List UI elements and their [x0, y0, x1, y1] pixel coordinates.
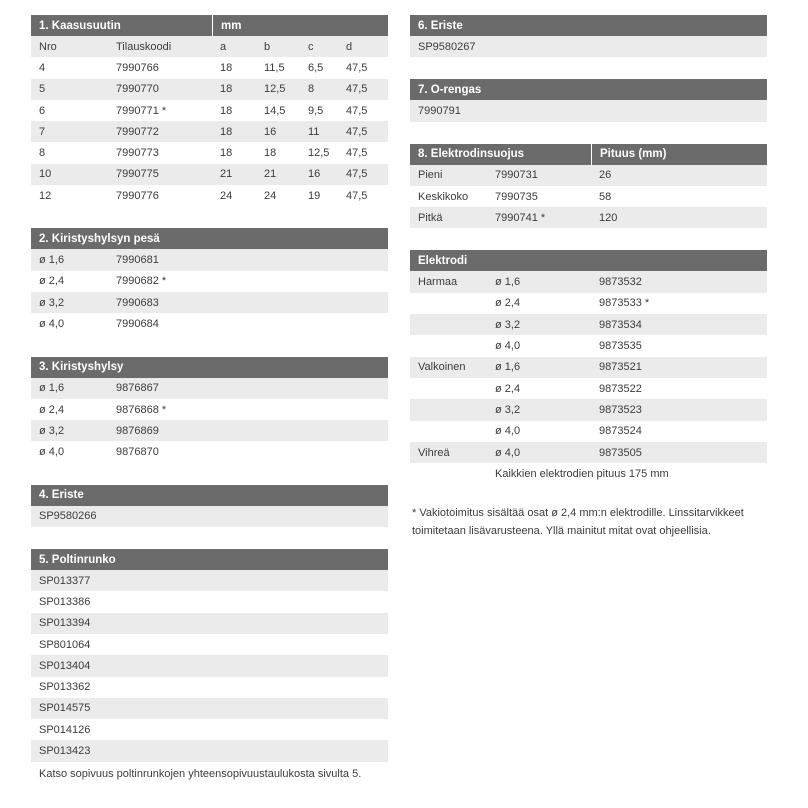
table-poltinrunko [31, 549, 388, 783]
table-kiristyshylsyn-pesa [31, 228, 388, 334]
table-cell: 47,5 [346, 125, 368, 138]
table-cell: ø 4,0 [39, 317, 65, 330]
table-row [410, 357, 767, 378]
column-header-row [31, 36, 388, 57]
table-cell: 21 [220, 168, 233, 181]
table-cell: 47,5 [346, 104, 368, 117]
table-row [31, 570, 388, 591]
table-elektrodi [410, 250, 767, 484]
table-cell: 9873505 [599, 446, 642, 459]
table-header [410, 144, 767, 165]
table-cell: 11,5 [264, 61, 285, 74]
table-row [31, 740, 388, 761]
table-cell: 7990766 [116, 61, 159, 74]
table-row [410, 100, 767, 121]
table-row [410, 314, 767, 335]
table-cell: 47,5 [346, 189, 368, 202]
table-cell: ø 2,4 [495, 297, 521, 310]
length-header: Pituus (mm) [591, 144, 767, 165]
table-cell: SP013377 [39, 574, 91, 587]
table-cell: 7990771 * [116, 104, 167, 117]
footnote: * Vakiotoimitus sisältää osat ø 2,4 mm:n elektrodille. Linssitarvikkeet toimitetaan lisävarusteena. Yllä mainitut mitat ovat ohjeellisia. [412, 507, 744, 538]
table-row [31, 399, 388, 420]
table-cell: 7990776 [116, 189, 159, 202]
table-cell: 7990683 [116, 296, 159, 309]
table-header [31, 228, 388, 249]
table-cell: ø 4,0 [39, 446, 65, 459]
table-cell: 7990681 [116, 254, 159, 267]
table-cell: 47,5 [346, 61, 368, 74]
table-cell: 47,5 [346, 83, 368, 96]
table-cell: ø 3,2 [495, 318, 521, 331]
table-cell: SP014575 [39, 702, 91, 715]
table-cell: 9873522 [599, 382, 642, 395]
table-header [31, 485, 388, 506]
table-eriste-4 [31, 485, 388, 527]
table-cell: SP013404 [39, 659, 91, 672]
table-cell: 14,5 [264, 104, 286, 117]
table-row [31, 613, 388, 634]
column-header: b [264, 40, 271, 53]
table-cell: 26 [599, 169, 612, 182]
table-cell: Kaikkien elektrodien pituus 175 mm [495, 467, 669, 480]
table-cell: ø 4,0 [495, 446, 521, 459]
table-row [31, 100, 388, 121]
table-cell: 18 [220, 125, 233, 138]
table-row [410, 271, 767, 292]
table-cell: 7990684 [116, 317, 159, 330]
column-header: c [308, 40, 314, 53]
table-cell: 11 [308, 125, 320, 138]
table-row [31, 634, 388, 655]
table-kaasusuutin [31, 15, 388, 206]
table-row [31, 79, 388, 100]
left-column [31, 15, 388, 783]
table-cell: 12,5 [308, 147, 330, 160]
table-cell: 16 [308, 168, 321, 181]
table-cell: 9876867 [116, 382, 159, 395]
table-row [31, 57, 388, 78]
table-header [31, 549, 388, 570]
table-cell: ø 2,4 [495, 382, 521, 395]
table-row [31, 292, 388, 313]
table-cell: 9873535 [599, 340, 642, 353]
table-row [31, 164, 388, 185]
table-row [31, 121, 388, 142]
table-header [410, 250, 767, 271]
table-row [31, 420, 388, 441]
table-cell: Keskikoko [418, 190, 469, 203]
table-cell: 7990731 [495, 169, 538, 182]
table-row [31, 677, 388, 698]
table-cell: 8 [308, 83, 315, 96]
table-row [31, 185, 388, 206]
table-cell: ø 2,4 [39, 275, 65, 288]
table-cell: Harmaa [418, 276, 458, 289]
table-header [410, 15, 767, 36]
table-row [31, 249, 388, 270]
table-row [31, 142, 388, 163]
table-row [31, 313, 388, 334]
table-cell: 58 [599, 190, 612, 203]
table-row [31, 591, 388, 612]
table-row [31, 698, 388, 719]
table-cell: 8 [39, 147, 46, 160]
table-cell: ø 1,6 [39, 382, 65, 395]
table-cell: 18 [220, 61, 233, 74]
table-cell: 9876870 [116, 446, 159, 459]
table-cell: Pieni [418, 169, 443, 182]
table-cell: 16 [264, 125, 277, 138]
table-cell: 7990682 * [116, 275, 167, 288]
table-cell: 18 [220, 83, 233, 96]
table-cell: ø 1,6 [495, 276, 521, 289]
column-header: a [220, 40, 227, 53]
table-title: 5. Poltinrunko [39, 553, 116, 566]
table-row [31, 271, 388, 292]
table-cell: ø 1,6 [39, 254, 65, 267]
table-row [410, 335, 767, 356]
table-cell: Vihreä [418, 446, 450, 459]
table-row [410, 378, 767, 399]
table-row [31, 506, 388, 527]
column-header: d [346, 40, 353, 53]
table-kiristyshylsy [31, 357, 388, 463]
table-cell: 9,5 [308, 104, 324, 117]
table-title: 6. Eriste [418, 19, 463, 32]
table-cell: SP014126 [39, 723, 91, 736]
table-title: Elektrodi [418, 254, 468, 267]
table-cell: 9873524 [599, 425, 642, 438]
column-header: Tilauskoodi [116, 40, 172, 53]
table-cell: 7990773 [116, 147, 159, 160]
table-cell: 5 [39, 83, 46, 96]
table-eriste-6 [410, 15, 767, 57]
table-row [410, 36, 767, 57]
table-cell: SP013423 [39, 745, 91, 758]
table-cell: 9873523 [599, 403, 642, 416]
table-cell: 120 [599, 211, 618, 224]
table-row [410, 442, 767, 463]
table-row [410, 207, 767, 228]
table-row [410, 186, 767, 207]
table-cell: 9873534 [599, 318, 642, 331]
table-title: 3. Kiristyshylsy [39, 361, 124, 374]
table-cell: 7990770 [116, 83, 159, 96]
table-cell: 19 [308, 189, 321, 202]
table-cell: 7990775 [116, 168, 159, 181]
table-cell: 6 [39, 104, 46, 117]
table-cell: 24 [264, 189, 277, 202]
table-cell: 10 [39, 168, 52, 181]
table-cell: ø 2,4 [39, 403, 65, 416]
table-row [410, 399, 767, 420]
table-row [31, 719, 388, 740]
table-cell: Valkoinen [418, 361, 466, 374]
table-cell: ø 3,2 [495, 403, 521, 416]
table-cell: 47,5 [346, 147, 368, 160]
unit-label: mm [212, 15, 388, 36]
table-cell: ø 3,2 [39, 296, 65, 309]
table-cell: 4 [39, 61, 46, 74]
table-cell: 7990791 [418, 104, 461, 117]
table-row [410, 165, 767, 186]
poltinrunko-note: Katso sopivuus poltinrunkojen yhteensopivuustaulukosta sivulta 5. [39, 767, 362, 780]
table-title: 8. Elektrodinsuojus [418, 148, 525, 161]
table-cell: 9873532 [599, 276, 642, 289]
table-cell: SP013394 [39, 617, 91, 630]
table-cell: ø 3,2 [39, 424, 65, 437]
table-cell: 6,5 [308, 61, 324, 74]
right-column [410, 15, 767, 540]
table-cell: 7990772 [116, 125, 159, 138]
table-cell: SP013386 [39, 595, 91, 608]
table-cell: SP9580267 [418, 40, 476, 53]
table-row [410, 293, 767, 314]
table-header [410, 79, 767, 100]
table-header [31, 15, 388, 36]
table-cell: ø 4,0 [495, 425, 521, 438]
table-row [410, 463, 767, 484]
table-cell: 7990735 [495, 190, 538, 203]
table-row [31, 378, 388, 399]
table-cell: 12 [39, 189, 52, 202]
table-cell: 21 [264, 168, 277, 181]
table-cell: 9873521 [599, 361, 642, 374]
table-elektrodinsuojus [410, 144, 767, 229]
table-cell: SP013362 [39, 681, 91, 694]
table-title: 4. Eriste [39, 489, 84, 502]
table-row [31, 441, 388, 462]
table-title: 2. Kiristyshylsyn pesä [39, 232, 160, 245]
table-cell: 12,5 [264, 83, 286, 96]
table-cell: 9873533 * [599, 297, 650, 310]
column-header: Nro [39, 40, 57, 53]
table-cell: 24 [220, 189, 233, 202]
table-row [410, 421, 767, 442]
table-o-rengas [410, 79, 767, 121]
table-cell: 47,5 [346, 168, 368, 181]
table-cell: 18 [220, 104, 233, 117]
table-cell: 18 [220, 147, 233, 160]
table-cell: 7990741 * [495, 211, 546, 224]
table-cell: ø 1,6 [495, 361, 521, 374]
table-cell: 9876868 * [116, 403, 167, 416]
table-cell: 18 [264, 147, 277, 160]
table-cell: ø 4,0 [495, 340, 521, 353]
table-cell: Pitkä [418, 211, 443, 224]
table-cell: SP9580266 [39, 510, 97, 523]
table-cell: 9876869 [116, 424, 159, 437]
table-title: 7. O-rengas [418, 83, 482, 96]
table-title: 1. Kaasusuutin [39, 19, 121, 32]
table-cell: SP801064 [39, 638, 91, 651]
table-cell: 7 [39, 125, 46, 138]
table-header [31, 357, 388, 378]
table-row [31, 655, 388, 676]
